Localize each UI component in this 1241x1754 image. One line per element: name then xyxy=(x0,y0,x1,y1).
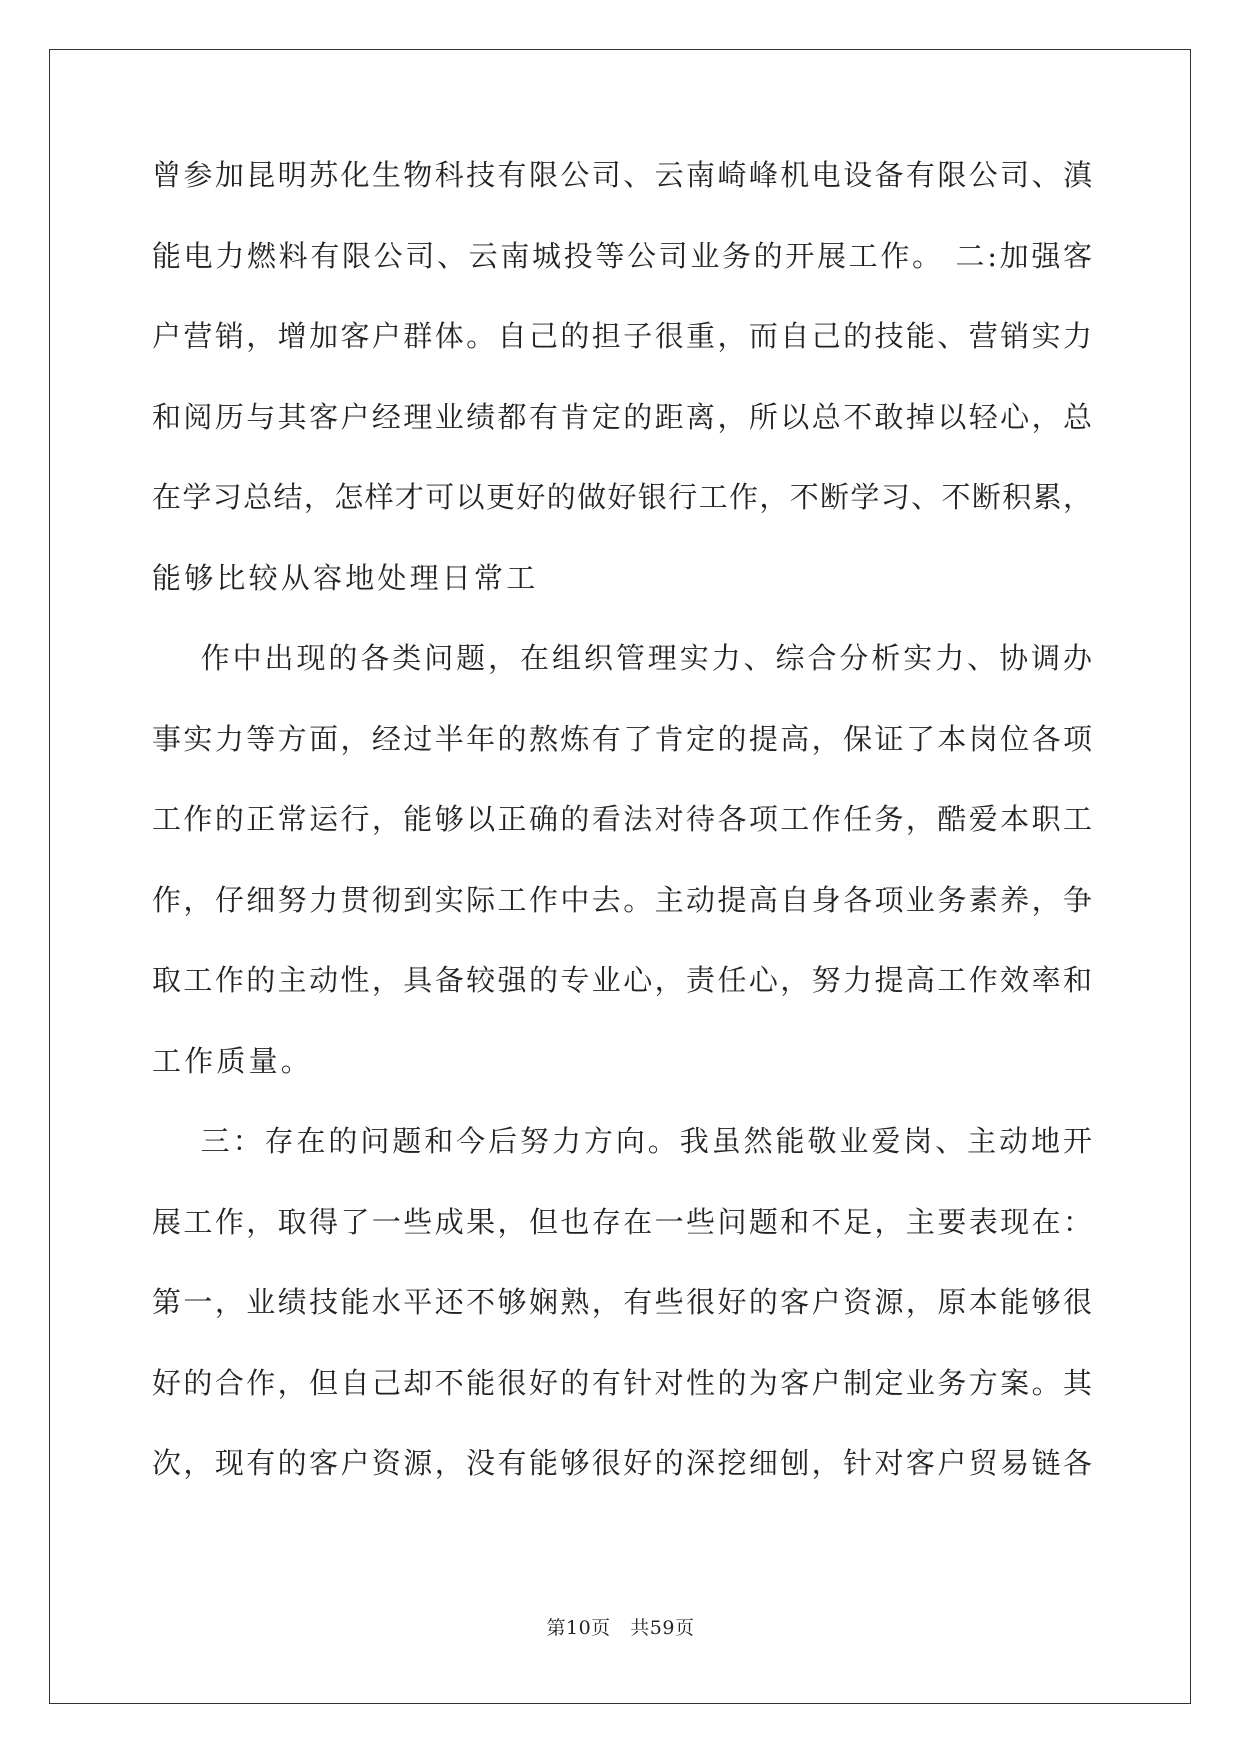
text-line: 工作的正常运行，能够以正确的看法对待各项工作任务，酷爱本职工 xyxy=(152,802,1092,836)
text-line: 取工作的主动性，具备较强的专业心，责任心，努力提高工作效率和 xyxy=(152,963,1092,997)
paragraph-first-line: 三：存在的问题和今后努力方向。我虽然能敬业爱岗、主动地开 xyxy=(152,1124,1092,1158)
text-line: 户营销，增加客户群体。自己的担子很重，而自己的技能、营销实力 xyxy=(152,319,1092,353)
text-line: 和阅历与其客户经理业绩都有肯定的距离，所以总不敢掉以轻心，总 xyxy=(152,399,1092,434)
text-line: 作，仔细努力贯彻到实际工作中去。主动提高自身各项业务素养，争 xyxy=(152,882,1092,917)
document-body xyxy=(152,155,1092,1524)
text-line: 曾参加昆明苏化生物科技有限公司、云南崎峰机电设备有限公司、滇 xyxy=(152,158,1092,192)
text-line: 能够比较从容地处理日常工 xyxy=(152,560,539,595)
text-line: 好的合作，但自己却不能很好的有针对性的为客户制定业务方案。其 xyxy=(152,1365,1092,1400)
text-line: 能电力燃料有限公司、云南城投等公司业务的开展工作。 二:加强客 xyxy=(152,238,1092,273)
text-line: 次，现有的客户资源，没有能够很好的深挖细刨，针对客户贸易链各 xyxy=(152,1446,1092,1480)
text-line: 展工作，取得了一些成果，但也存在一些问题和不足，主要表现在： xyxy=(152,1204,1092,1239)
page-footer: 第10页 共59页 xyxy=(546,1617,695,1639)
text-line: 第一，业绩技能水平还不够娴熟，有些很好的客户资源，原本能够很 xyxy=(152,1285,1092,1319)
paragraph-first-line: 作中出现的各类问题，在组织管理实力、综合分析实力、协调办 xyxy=(152,641,1092,675)
text-line: 在学习总结，怎样才可以更好的做好银行工作，不断学习、不断积累， xyxy=(152,480,1092,514)
text-line: 工作质量。 xyxy=(152,1043,314,1078)
text-line: 事实力等方面，经过半年的熬炼有了肯定的提高，保证了本岗位各项 xyxy=(152,721,1092,756)
